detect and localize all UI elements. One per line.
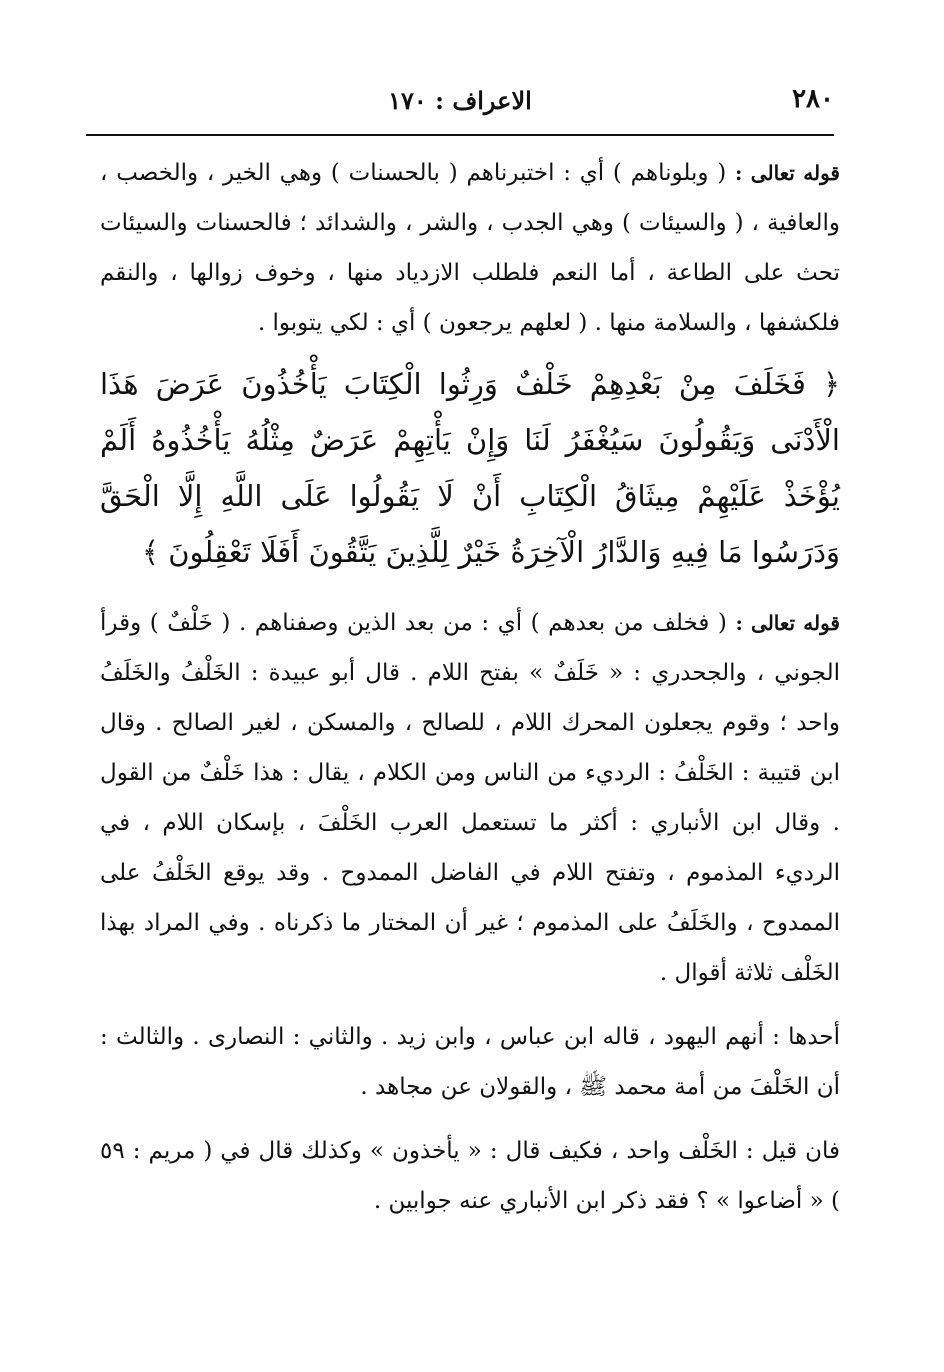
paragraph-text: ( وبلوناهم ) أي : اختبرناهم ( بالحسنات ) وهي الخير ، والخصب ، والعافية ، ( والسيئات ) وهي الجدب ، والشر ، والشدائد ؛ فالحسنات والسيئات تحث على الطاعة ، أما النعم فلطلب الازدياد منها ، وخوف زوالها ، والنقم فلكشفها ، والسلامة منها . ( لعلهم يرجعون ) أي : لكي يتوبوا . <box>100 160 840 336</box>
header-rule <box>86 134 834 136</box>
paragraph-text: ( فخلف من بعدهم ) أي : من بعد الذين وصفناهم . ( خَلْفٌ ) وقرأ الجوني ، والجحدري : « خَلَفٌ » بفتح اللام . قال أبو عبيدة : الخَلْفُ والخَلَفُ واحد ؛ وقوم يجعلون المحرك اللام ، للصالح ، والمسكن ، لغير الصالح . وقال ابن قتيبة : الخَلْفُ : الرديء من الناس ومن الكلام ، يقال : هذا خَلْفٌ من القول . وقال ابن الأنباري : أكثر ما تستعمل العرب الخَلْفَ ، بإسكان اللام ، في الرديء المذموم ، وتفتح اللام في الفاضل الممدوح . وقد يوقع الخَلْفُ على الممدوح ، والخَلَفُ على المذموم ؛ غير أن المختار ما ذكرناه . وفي المراد بهذا الخَلْف ثلاثة أقوال . <box>100 610 840 986</box>
commentary-paragraph-4: فان قيل : الخَلْف واحد ، فكيف قال : « يأخذون » وكذلك قال في ( مريم : ٥٩ ) « أضاعوا » ؟ فقد ذكر ابن الأنباري عنه جوابين . <box>100 1138 840 1214</box>
quran-verse: ﴿ فَخَلَفَ مِنْ بَعْدِهِمْ خَلْفٌ وَرِثُوا الْكِتَابَ يَأْخُذُونَ عَرَضَ هَذَا الْأَدْنَى وَيَقُولُونَ سَيُغْفَرُ لَنَا وَإِنْ يَأْتِهِمْ عَرَضٌ مِثْلُهُ يَأْخُذُوهُ أَلَمْ يُؤْخَذْ عَلَيْهِمْ مِيثَاقُ الْكِتَابِ أَنْ لَا يَقُولُوا عَلَى اللَّهِ إِلَّا الْحَقَّ وَدَرَسُوا مَا فِيهِ وَالدَّارُ الْآخِرَةُ خَيْرٌ لِلَّذِينَ يَتَّقُونَ أَفَلَا تَعْقِلُونَ ﴾ <box>100 367 840 569</box>
paragraph-gap <box>100 998 840 1012</box>
page-header <box>86 84 834 124</box>
page-body <box>100 148 840 1226</box>
paragraph-gap <box>100 1112 840 1126</box>
running-title: الاعراف : ١٧٠ <box>388 86 532 115</box>
commentary-paragraph-1 <box>100 148 840 348</box>
paragraph-lead: قوله تعالى : <box>735 161 840 185</box>
commentary-paragraph-2 <box>100 598 840 998</box>
page-number: ٢٨٠ <box>792 84 834 114</box>
paragraph-lead: قوله تعالى : <box>735 611 840 635</box>
commentary-paragraph-3: أحدها : أنهم اليهود ، قاله ابن عباس ، وابن زيد . والثاني : النصارى . والثالث : أن الخَلْفَ من أمة محمد ﷺ ، والقولان عن مجاهد . <box>100 1024 840 1100</box>
